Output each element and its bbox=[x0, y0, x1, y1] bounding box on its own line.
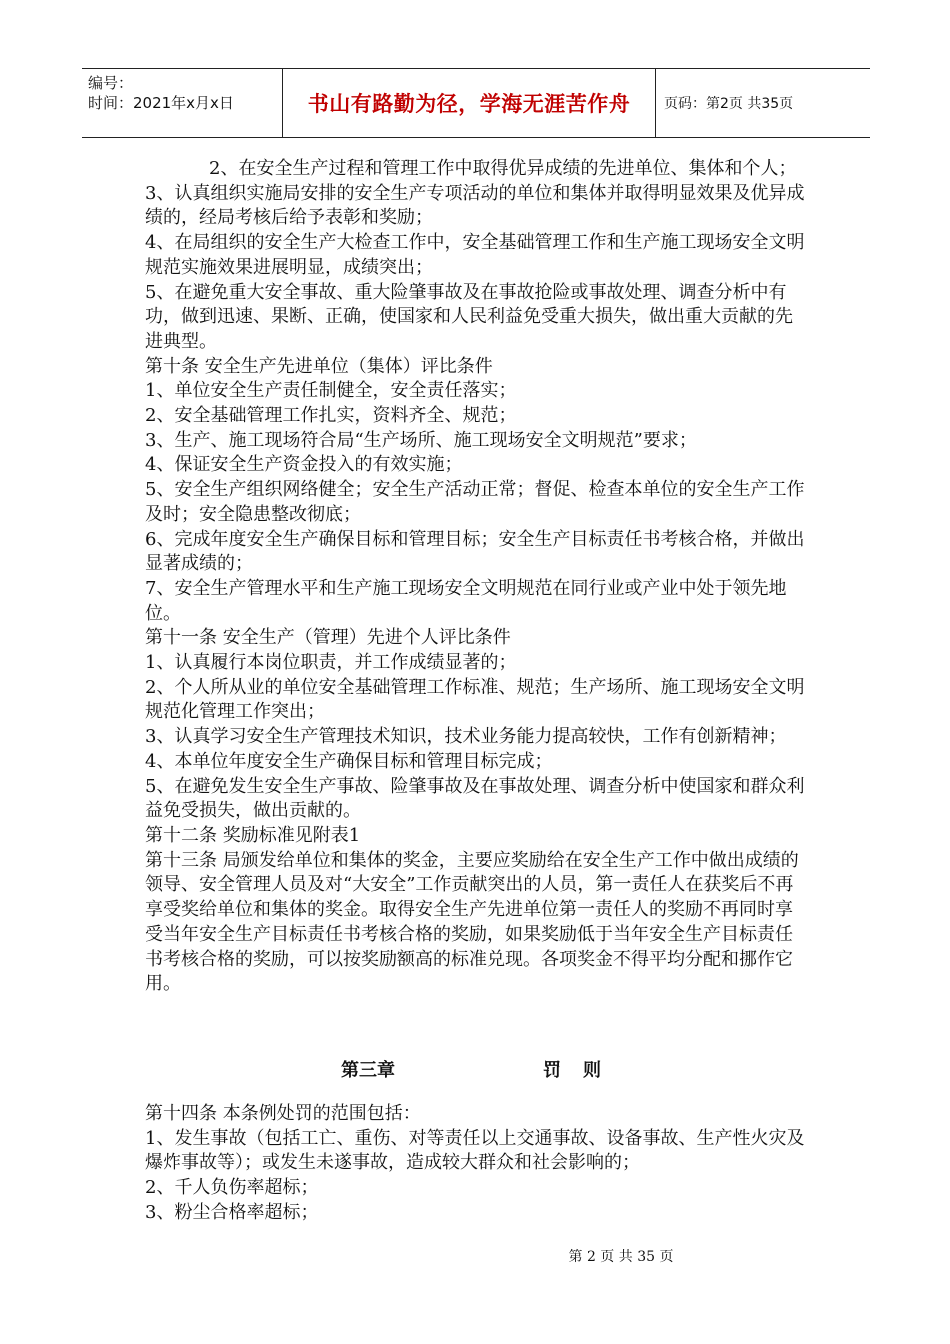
article-heading: 第十四条 本条例处罚的范围包括： bbox=[145, 1103, 421, 1124]
body-text-2 bbox=[145, 1102, 810, 1226]
paragraph: 第十三条 局颁发给单位和集体的奖金，主要应奖励给在安全生产工作中做出成绩的领导、安全管理人员及对“大安全”工作贡献突出的人员，第一责任人在获奖后不再享受奖给单位和集体的奖金。取得安全生产先进单位第一责任人的奖励不再同时享受当年安全生产目标责任书考核合格的奖励，如果奖励低于当年安全生产目标责任书考核合格的奖励，可以按奖励额高的标准兑现。各项奖金不得平均分配和挪作它用。 bbox=[145, 849, 799, 995]
paragraph: 5、在避免发生安全生产事故、险肇事故及在事故处理、调查分析中使国家和群众利益免受损失，做出贡献的。 bbox=[145, 775, 805, 822]
article-heading: 第十条 安全生产先进单位（集体）评比条件 bbox=[145, 355, 493, 377]
paragraph: 1、单位安全生产责任制健全，安全责任落实； bbox=[145, 380, 517, 402]
header-left-cell bbox=[82, 69, 282, 137]
paragraph: 4、保证安全生产资金投入的有效实施； bbox=[145, 454, 463, 476]
motto: 书山有路勤为径，学海无涯苦作舟 bbox=[307, 92, 631, 116]
paragraph: 3、粉尘合格率超标； bbox=[145, 1201, 319, 1223]
paragraph: 4、本单位年度安全生产确保目标和管理目标完成； bbox=[145, 750, 553, 772]
body-text bbox=[145, 157, 810, 997]
page-footer bbox=[0, 1246, 950, 1266]
article-heading: 第十二条 奖励标准见附表1 bbox=[145, 824, 361, 846]
paragraph: 4、在局组织的安全生产大检查工作中，安全基础管理工作和生产施工现场安全文明规范实施效果进展明显，成绩突出； bbox=[145, 232, 805, 278]
chapter-title: 罚则 bbox=[543, 1060, 623, 1081]
page-info: 页码：第2页 共35页 bbox=[664, 96, 794, 112]
paragraph: 2、在安全生产过程和管理工作中取得优异成绩的先进单位、集体和个人； bbox=[209, 158, 797, 179]
paragraph: 2、安全基础管理工作扎实，资料齐全、规范； bbox=[145, 405, 517, 427]
date-line: 时间：2021年x月x日 bbox=[88, 94, 234, 112]
paragraph: 1、认真履行本岗位职责，并工作成绩显著的； bbox=[145, 652, 517, 674]
chapter-heading bbox=[145, 1056, 810, 1084]
paragraph: 6、完成年度安全生产确保目标和管理目标；安全生产目标责任书考核合格，并做出显著成绩的； bbox=[145, 528, 805, 575]
paragraph: 2、个人所从业的单位安全基础管理工作标准、规范；生产场所、施工现场安全文明规范化管理工作突出； bbox=[145, 676, 805, 723]
article-heading: 第十一条 安全生产（管理）先进个人评比条件 bbox=[145, 627, 511, 649]
serial-label: 编号： bbox=[88, 74, 134, 92]
paragraph: 5、安全生产组织网络健全；安全生产活动正常；督促、检查本单位的安全生产工作及时；安全隐患整改彻底； bbox=[145, 479, 805, 525]
page-header bbox=[82, 68, 870, 138]
header-motto-cell bbox=[282, 69, 656, 137]
footer-page-number: 第 2 页 共 35 页 bbox=[568, 1249, 674, 1265]
paragraph: 3、认真组织实施局安排的安全生产专项活动的单位和集体并取得明显效果及优异成绩的，经局考核后给予表彰和奖励； bbox=[145, 182, 805, 229]
chapter-number: 第三章 bbox=[341, 1060, 395, 1081]
paragraph: 1、发生事故（包括工亡、重伤、对等责任以上交通事故、设备事故、生产性火灾及爆炸事故等）；或发生未遂事故，造成较大群众和社会影响的； bbox=[145, 1127, 805, 1174]
paragraph: 3、认真学习安全生产管理技术知识，技术业务能力提高较快，工作有创新精神； bbox=[145, 726, 787, 748]
paragraph: 3、生产、施工现场符合局“生产场所、施工现场安全文明规范”要求； bbox=[145, 429, 697, 451]
header-page-cell bbox=[656, 69, 870, 137]
paragraph: 2、千人负伤率超标； bbox=[145, 1177, 319, 1199]
paragraph: 7、安全生产管理水平和生产施工现场安全文明规范在同行业或产业中处于领先地位。 bbox=[145, 577, 787, 624]
paragraph: 5、在避免重大安全事故、重大险肇事故及在事故抢险或事故处理、调查分析中有功，做到迅速、果断、正确，使国家和人民利益免受重大损失，做出重大贡献的先进典型。 bbox=[145, 281, 793, 352]
